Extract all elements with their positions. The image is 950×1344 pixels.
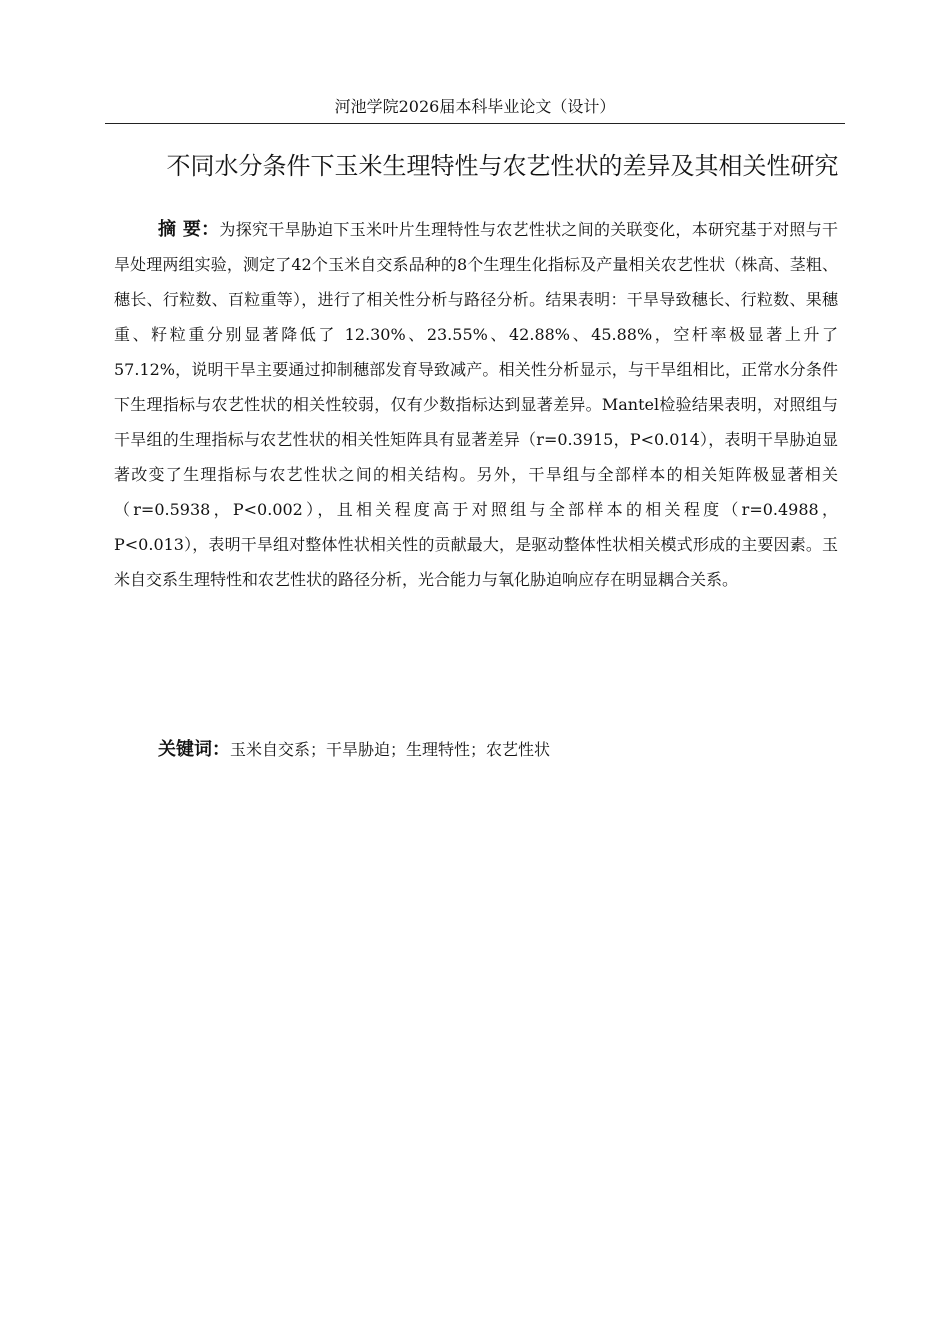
keywords-text: 玉米自交系；干旱胁迫；生理特性；农艺性状	[230, 740, 551, 759]
paper-title: 不同水分条件下玉米生理特性与农艺性状的差异及其相关性研究	[166, 152, 839, 181]
running-header: 河池学院2026届本科毕业论文（设计）	[334, 97, 616, 116]
abstract-label: 摘 要：	[158, 219, 220, 240]
header-rule	[105, 123, 845, 124]
abstract-text: 为探究干旱胁迫下玉米叶片生理特性与农艺性状之间的关联变化，本研究基于对照与干旱处理两组实验，测定了42个玉米自交系品种的8个生理生化指标及产量相关农艺性状（株高、茎粗、穗长、行粒数、百粒重等），进行了相关性分析与路径分析。结果表明：干旱导致穗长、行粒数、果穗重、籽粒重分别显著降低了 12.30%、23.55%、42.88%、45.88%，空杆率极显著上升了 57.12%，说明干旱主要通过抑制穗部发育导致减产。相关性分析显示，与干旱组相比，正常水分条件下生理指标与农艺性状的相关性较弱，仅有少数指标达到显著差异。Mantel检验结果表明，对照组与干旱组的生理指标与农艺性状的相关性矩阵具有显著差异（r=0.3915，P<0.014），表明干旱胁迫显著改变了生理指标与农艺性状之间的相关结构。另外，干旱组与全部样本的相关矩阵极显著相关（r=0.5938，P<0.002），且相关程度高于对照组与全部样本的相关程度（r=0.4988，P<0.013），表明干旱组对整体性状相关性的贡献最大，是驱动整体性状相关模式形成的主要因素。玉米自交系生理特性和农艺性状的路径分析，光合能力与氧化胁迫响应存在明显耦合关系。	[114, 220, 838, 589]
keywords-label: 关键词：	[158, 739, 230, 760]
abstract-section	[114, 212, 838, 597]
keywords-section	[158, 732, 838, 767]
